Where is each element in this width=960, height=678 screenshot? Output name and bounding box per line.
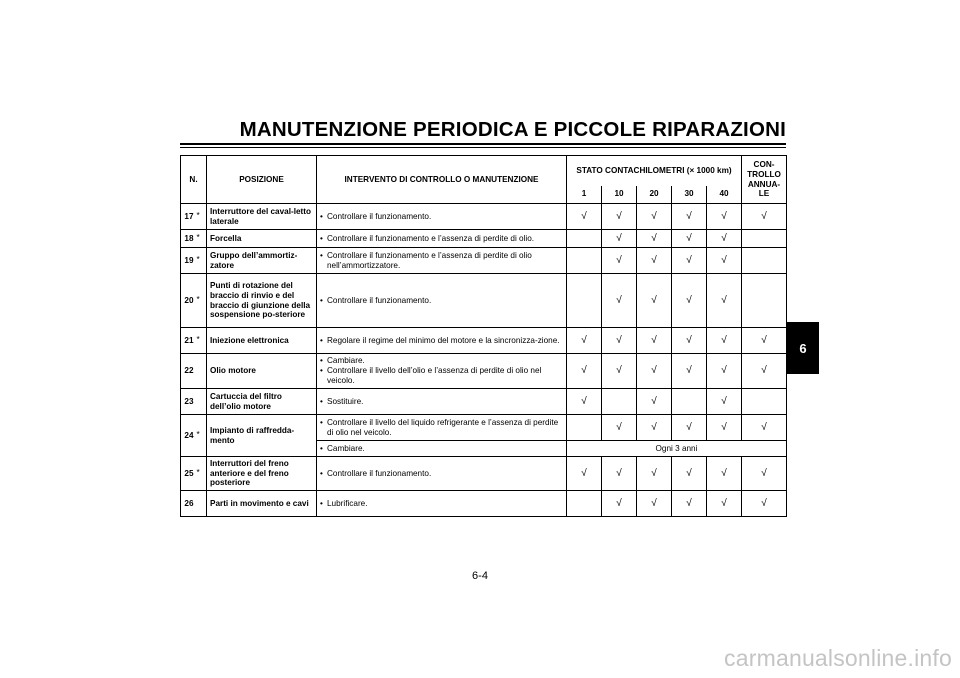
page-number: 6-4 xyxy=(472,570,488,582)
row-star: * xyxy=(197,274,207,328)
row-position: Olio motore xyxy=(207,354,317,389)
header-n: N. xyxy=(181,156,207,204)
action-item: • Controllare il livello del liquido refrigerante e l’assenza di perdite di olio nel veicolo. xyxy=(320,418,563,437)
row-star: * xyxy=(197,204,207,230)
row-position: Iniezione elettronica xyxy=(207,328,317,354)
check-mark: √ xyxy=(602,248,637,274)
row-position: Forcella xyxy=(207,230,317,248)
check-mark: √ xyxy=(707,248,742,274)
check-mark: √ xyxy=(707,354,742,389)
maintenance-table xyxy=(180,155,787,517)
header-odometer: STATO CONTACHILOMETRI (× 1000 km) xyxy=(567,156,742,186)
row-action xyxy=(317,354,567,389)
action-item: • Controllare il funzionamento. xyxy=(320,469,563,479)
check-mark: √ xyxy=(637,248,672,274)
row-position: Cartuccia del filtro dell’olio motore xyxy=(207,389,317,415)
check-mark: √ xyxy=(707,230,742,248)
empty-check-cell xyxy=(567,230,602,248)
row-number: 24 xyxy=(181,415,197,457)
row-number: 25 xyxy=(181,457,197,491)
header-position: POSIZIONE xyxy=(207,156,317,204)
check-mark: √ xyxy=(602,230,637,248)
check-mark: √ xyxy=(637,491,672,517)
row-number: 21 xyxy=(181,328,197,354)
row-number: 26 xyxy=(181,491,197,517)
action-item: • Regolare il regime del minimo del motore e la sincronizza-zione. xyxy=(320,336,563,346)
row-action xyxy=(317,457,567,491)
empty-check-cell xyxy=(567,415,602,441)
title-rule-thin xyxy=(180,147,786,148)
row-action xyxy=(317,389,567,415)
check-mark: √ xyxy=(707,389,742,415)
table-row xyxy=(181,230,787,248)
table-row xyxy=(181,457,787,491)
action-item: • Controllare il funzionamento. xyxy=(320,296,563,306)
check-mark: √ xyxy=(567,204,602,230)
check-mark: √ xyxy=(567,328,602,354)
table-row xyxy=(181,274,787,328)
check-mark: √ xyxy=(742,354,787,389)
table-row xyxy=(181,415,787,441)
row-action xyxy=(317,491,567,517)
interval-note: Ogni 3 anni xyxy=(567,441,787,457)
check-mark: √ xyxy=(742,491,787,517)
header-annual: CON-TROLLO ANNUA-LE xyxy=(742,156,787,204)
table-row xyxy=(181,328,787,354)
row-star: * xyxy=(197,457,207,491)
row-number: 20 xyxy=(181,274,197,328)
action-item: • Controllare il funzionamento e l’assenza di perdite di olio nell’ammortizzatore. xyxy=(320,251,563,270)
check-mark: √ xyxy=(637,354,672,389)
row-position: Punti di rotazione del braccio di rinvio e del braccio di giunzione della sospensione po-steriore xyxy=(207,274,317,328)
row-star: * xyxy=(197,248,207,274)
empty-check-cell xyxy=(672,389,707,415)
table-row xyxy=(181,491,787,517)
check-mark: √ xyxy=(742,415,787,441)
empty-check-cell xyxy=(742,248,787,274)
row-action xyxy=(317,328,567,354)
check-mark: √ xyxy=(637,328,672,354)
check-mark: √ xyxy=(672,230,707,248)
row-position: Gruppo dell’ammortiz-zatore xyxy=(207,248,317,274)
row-star: * xyxy=(197,415,207,457)
empty-check-cell xyxy=(567,248,602,274)
table-row xyxy=(181,354,787,389)
action-item: • Cambiare. xyxy=(320,444,563,454)
row-number: 23 xyxy=(181,389,197,415)
row-star: * xyxy=(197,230,207,248)
watermark: carmanualsonline.info xyxy=(724,645,952,671)
check-mark: √ xyxy=(602,328,637,354)
title-rule-thick xyxy=(180,143,786,145)
check-mark: √ xyxy=(707,491,742,517)
table-row xyxy=(181,248,787,274)
check-mark: √ xyxy=(672,274,707,328)
check-mark: √ xyxy=(672,204,707,230)
empty-check-cell xyxy=(742,274,787,328)
check-mark: √ xyxy=(637,230,672,248)
check-mark: √ xyxy=(672,328,707,354)
check-mark: √ xyxy=(602,415,637,441)
header-km-20: 20 xyxy=(637,186,672,204)
check-mark: √ xyxy=(602,274,637,328)
check-mark: √ xyxy=(602,354,637,389)
check-mark: √ xyxy=(707,204,742,230)
empty-check-cell xyxy=(742,230,787,248)
row-action xyxy=(317,441,567,457)
header-km-30: 30 xyxy=(672,186,707,204)
row-action xyxy=(317,415,567,441)
check-mark: √ xyxy=(707,457,742,491)
row-action xyxy=(317,204,567,230)
check-mark: √ xyxy=(637,415,672,441)
action-item: • Controllare il funzionamento e l’assenza di perdite di olio. xyxy=(320,234,563,244)
check-mark: √ xyxy=(742,204,787,230)
check-mark: √ xyxy=(672,491,707,517)
header-km-10: 10 xyxy=(602,186,637,204)
action-item: • Lubrificare. xyxy=(320,499,563,509)
row-star xyxy=(197,354,207,389)
row-position: Impianto di raffredda-mento xyxy=(207,415,317,457)
action-item: • Cambiare. xyxy=(320,356,563,366)
check-mark: √ xyxy=(602,491,637,517)
check-mark: √ xyxy=(672,415,707,441)
row-number: 18 xyxy=(181,230,197,248)
check-mark: √ xyxy=(637,204,672,230)
check-mark: √ xyxy=(707,415,742,441)
check-mark: √ xyxy=(672,248,707,274)
row-position: Parti in movimento e cavi xyxy=(207,491,317,517)
page-title: MANUTENZIONE PERIODICA E PICCOLE RIPARAZIONI xyxy=(239,118,786,141)
check-mark: √ xyxy=(742,457,787,491)
row-star xyxy=(197,389,207,415)
check-mark: √ xyxy=(567,354,602,389)
row-action xyxy=(317,230,567,248)
check-mark: √ xyxy=(707,328,742,354)
action-item: • Sostituire. xyxy=(320,397,563,407)
header-km-40: 40 xyxy=(707,186,742,204)
check-mark: √ xyxy=(672,457,707,491)
row-action xyxy=(317,248,567,274)
row-position: Interruttori del freno anteriore e del freno posteriore xyxy=(207,457,317,491)
check-mark: √ xyxy=(567,457,602,491)
empty-check-cell xyxy=(602,389,637,415)
empty-check-cell xyxy=(567,491,602,517)
action-item: • Controllare il funzionamento. xyxy=(320,212,563,222)
table-row xyxy=(181,389,787,415)
row-position: Interruttore del caval-letto laterale xyxy=(207,204,317,230)
check-mark: √ xyxy=(602,457,637,491)
check-mark: √ xyxy=(742,328,787,354)
row-number: 17 xyxy=(181,204,197,230)
empty-check-cell xyxy=(567,274,602,328)
row-action xyxy=(317,274,567,328)
row-star: * xyxy=(197,328,207,354)
action-item: • Controllare il livello dell’olio e l’assenza di perdite di olio nel veicolo. xyxy=(320,366,563,385)
header-action: INTERVENTO DI CONTROLLO O MANUTENZIONE xyxy=(317,156,567,204)
table-row xyxy=(181,204,787,230)
check-mark: √ xyxy=(672,354,707,389)
section-tab: 6 xyxy=(787,322,819,374)
row-star xyxy=(197,491,207,517)
check-mark: √ xyxy=(637,274,672,328)
empty-check-cell xyxy=(742,389,787,415)
header-km-1: 1 xyxy=(567,186,602,204)
check-mark: √ xyxy=(637,389,672,415)
check-mark: √ xyxy=(707,274,742,328)
check-mark: √ xyxy=(602,204,637,230)
row-number: 22 xyxy=(181,354,197,389)
check-mark: √ xyxy=(637,457,672,491)
check-mark: √ xyxy=(567,389,602,415)
row-number: 19 xyxy=(181,248,197,274)
